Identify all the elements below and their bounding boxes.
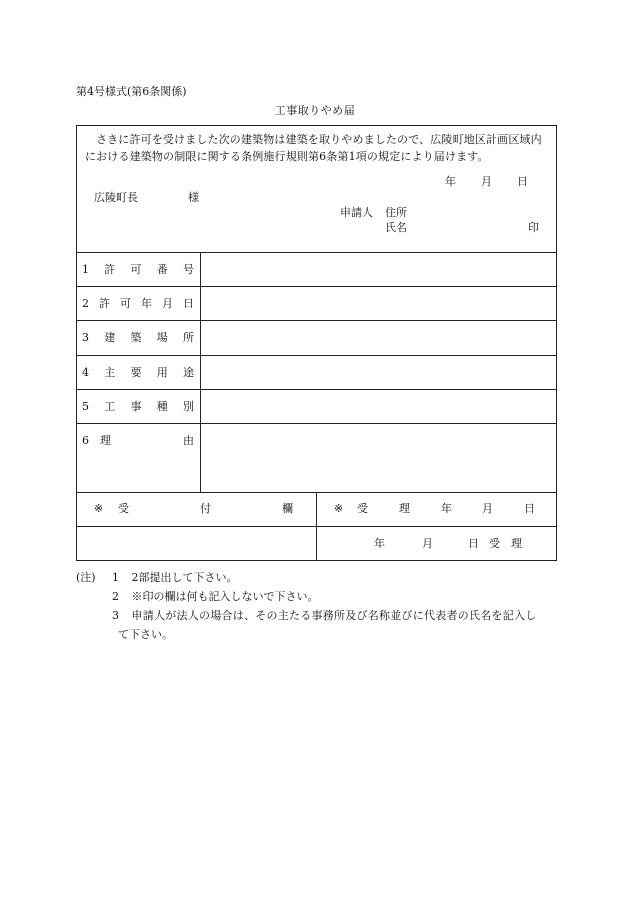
- acceptance-day-label: 日: [524, 502, 535, 515]
- address-label: 住所: [385, 206, 407, 219]
- reception-char: 受: [118, 502, 129, 515]
- note-continuation: て下さい。: [118, 628, 173, 641]
- field-label-char: 建: [104, 331, 116, 344]
- note-text: 申請人が法人の場合は、その主たる事務所及び名称並びに代表者の氏名を記入し: [131, 609, 537, 622]
- row-divider: [76, 252, 557, 253]
- reception-char: 付: [200, 502, 211, 515]
- row-divider: [76, 286, 557, 287]
- field-label-char: 由: [183, 434, 194, 447]
- note-item: [112, 610, 537, 621]
- row-divider: [76, 389, 557, 390]
- addressee: 広陵町長: [94, 191, 138, 204]
- date-year-label: 年: [445, 175, 456, 188]
- reception-char: 欄: [282, 502, 293, 515]
- reception-stamp-area[interactable]: [78, 528, 314, 559]
- reference-mark: ※: [334, 502, 344, 515]
- field-value-reason[interactable]: [202, 425, 555, 490]
- field-label-char: 所: [183, 331, 194, 344]
- field-value-construction-site[interactable]: [202, 322, 555, 353]
- name-label: 氏名: [385, 221, 407, 234]
- field-label-char: 場: [156, 331, 168, 344]
- row-divider: [76, 355, 557, 356]
- field-number: 5: [82, 400, 89, 413]
- field-number: 6: [82, 434, 89, 447]
- bottom-accept-label: 受 理: [489, 537, 522, 550]
- office-column-divider: [316, 492, 317, 561]
- field-row-work-type: [82, 401, 194, 412]
- bottom-year-label: 年: [374, 537, 385, 550]
- field-row-construction-site: [82, 332, 194, 343]
- field-label-char: 号: [183, 263, 194, 276]
- bottom-day-label: 日: [468, 537, 479, 550]
- applicant-label: 申請人: [340, 206, 373, 219]
- field-label-char: 可: [120, 297, 131, 310]
- field-number: 4: [82, 366, 89, 379]
- acceptance-year-label: 年: [441, 502, 452, 515]
- field-label-char: 番: [156, 263, 168, 276]
- field-label-char: 年: [141, 297, 152, 310]
- field-label-char: 途: [183, 366, 194, 379]
- acceptance-char: 受: [357, 502, 368, 515]
- note-text: ※印の欄は何も記入しないで下さい。: [131, 590, 319, 603]
- field-number: 3: [82, 331, 89, 344]
- date-day-label: 日: [517, 175, 528, 188]
- field-label-char: 用: [156, 366, 168, 379]
- row-divider: [76, 423, 557, 424]
- note-number: 1: [112, 571, 119, 584]
- field-label-char: 築: [130, 331, 142, 344]
- field-column-divider: [200, 252, 201, 492]
- field-label-char: 月: [162, 297, 173, 310]
- note-number: 2: [112, 590, 119, 603]
- form-id: 第4号様式(第6条関係): [76, 85, 187, 98]
- field-value-permit-number[interactable]: [202, 254, 555, 285]
- note-text: 2部提出して下さい。: [131, 571, 238, 584]
- field-row-permit-number: [82, 264, 194, 275]
- reference-mark: ※: [94, 502, 104, 515]
- field-label-char: 日: [183, 297, 194, 310]
- field-label-char: 可: [130, 263, 142, 276]
- acceptance-char: 理: [399, 502, 410, 515]
- field-label-char: 種: [156, 400, 168, 413]
- field-value-permit-date[interactable]: [202, 288, 555, 319]
- field-label-char: 工: [104, 400, 116, 413]
- field-label-char: 事: [130, 400, 142, 413]
- field-number: 2: [82, 297, 89, 310]
- note-number: 3: [112, 609, 119, 622]
- field-row-permit-date: [82, 298, 194, 309]
- field-label-char: 理: [100, 434, 111, 447]
- honorific: 様: [188, 191, 199, 204]
- bottom-month-label: 月: [422, 537, 433, 550]
- field-label-char: 別: [183, 400, 194, 413]
- notes-label: (注): [76, 571, 96, 584]
- field-label-char: 許: [104, 263, 116, 276]
- field-label-char: 主: [104, 366, 116, 379]
- field-number: 1: [82, 263, 89, 276]
- note-item: [112, 591, 319, 602]
- field-value-main-use[interactable]: [202, 357, 555, 388]
- acceptance-month-label: 月: [482, 502, 493, 515]
- notice-body: さきに許可を受けました次の建築物は建築を取りやめましたので、広陵町地区計画区域内における建築物の制限に関する条例施行規則第6条第1項の規定により届けます。: [85, 133, 542, 163]
- note-item: [112, 572, 238, 583]
- field-label-char: 要: [130, 366, 142, 379]
- row-divider: [76, 320, 557, 321]
- field-value-work-type[interactable]: [202, 391, 555, 422]
- field-row-main-use: [82, 367, 194, 378]
- date-month-label: 月: [481, 175, 492, 188]
- field-label-char: 許: [99, 297, 110, 310]
- seal-mark: 印: [528, 221, 539, 234]
- document-title: 工事取りやめ届: [274, 104, 356, 117]
